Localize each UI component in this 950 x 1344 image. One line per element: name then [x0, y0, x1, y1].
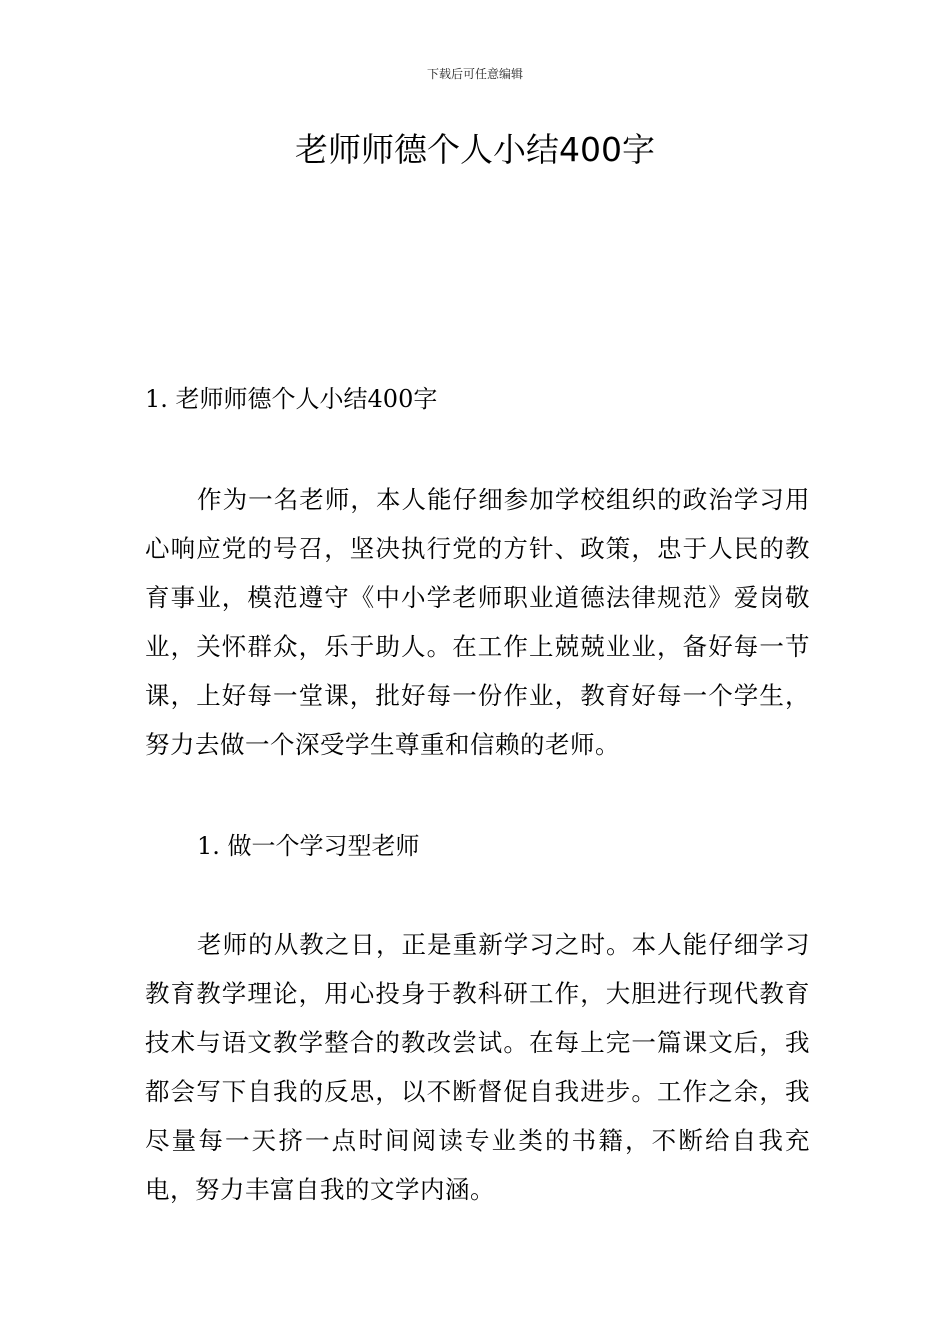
paragraph-intro: 作为一名老师，本人能仔细参加学校组织的政治学习用心响应党的号召，坚决执行党的方针、政策，忠于人民的教育事业，模范遵守《中小学老师职业道德法律规范》爱岗敬业，关怀群众，乐于助人。在工作上兢兢业业，备好每一节课，上好每一堂课，批好每一份作业，教育好每一个学生，努力去做一个深受学生尊重和信赖的老师。 — [145, 485, 810, 759]
header-note: 下载后可任意编辑 — [426, 67, 523, 81]
paragraph-learning: 老师的从教之日，正是重新学习之时。本人能仔细学习教育教学理论，用心投身于教科研工作，大胆进行现代教育技术与语文教学整合的教改尝试。在每上完一篇课文后，我都会写下自我的反思，以不断督促自我进步。工作之余，我尽量每一天挤一点时间阅读专业类的书籍，不断给自我充电，努力丰富自我的文学内涵。 — [145, 930, 810, 1204]
section-heading: 1. 老师师德个人小结400字 — [145, 385, 438, 413]
sub-heading: 1. 做一个学习型老师 — [197, 832, 420, 860]
document-title: 老师师德个人小结400字 — [295, 130, 655, 169]
